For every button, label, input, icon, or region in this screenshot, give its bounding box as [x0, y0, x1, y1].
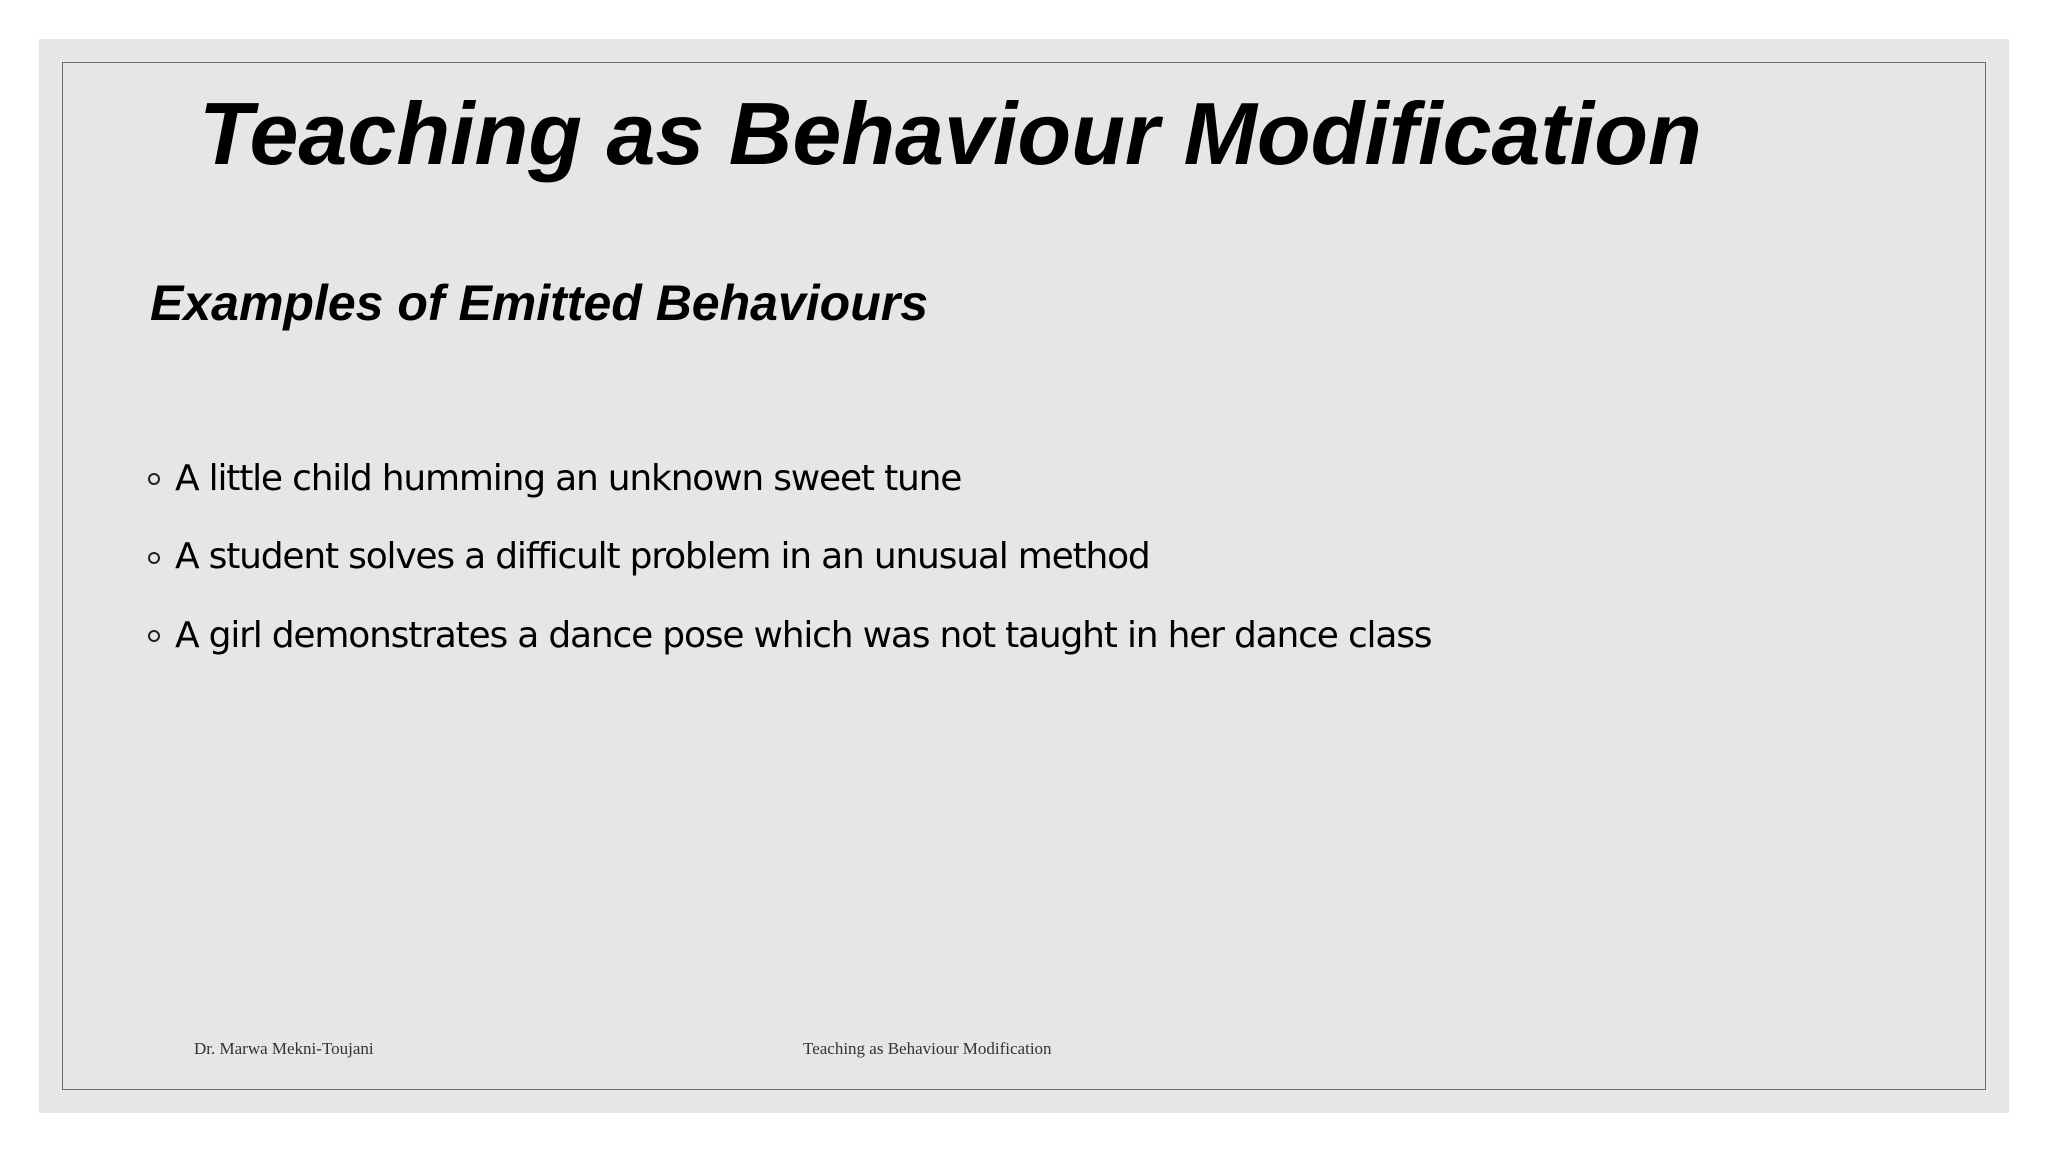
- footer-author: Dr. Marwa Mekni-Toujani: [194, 1039, 374, 1058]
- hollow-circle-bullet-icon: [148, 630, 160, 642]
- bullet-text: A little child humming an unknown sweet tune: [175, 457, 962, 499]
- slide-subtitle: Examples of Emitted Behaviours: [150, 275, 929, 331]
- bullet-item: [148, 518, 1431, 597]
- slide: [39, 39, 2009, 1113]
- bullet-item: [148, 439, 1431, 518]
- hollow-circle-bullet-icon: [148, 473, 160, 485]
- bullet-text: A girl demonstrates a dance pose which was not taught in her dance class: [175, 614, 1432, 656]
- bullet-item: [148, 596, 1431, 675]
- bullet-list: [148, 439, 1431, 675]
- hollow-circle-bullet-icon: [148, 552, 160, 564]
- bullet-text: A student solves a difficult problem in an unusual method: [175, 536, 1150, 578]
- slide-title: Teaching as Behaviour Modification: [199, 84, 1702, 183]
- footer-topic: Teaching as Behaviour Modification: [803, 1039, 1052, 1058]
